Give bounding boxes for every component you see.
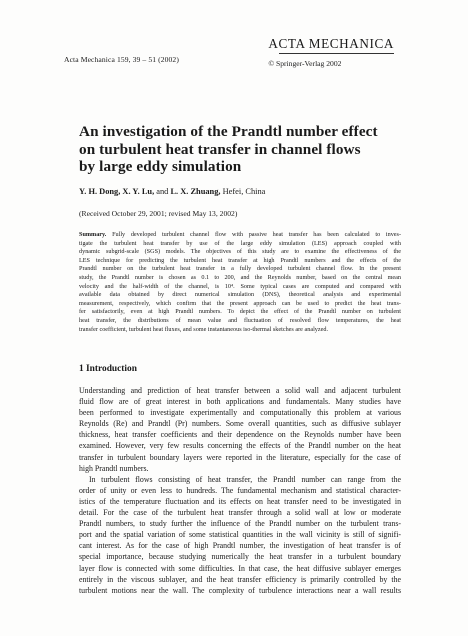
body-line: Prandtl numbers, to study further the influence of the Prandtl number on the turbulent trans-: [79, 519, 401, 529]
body-line: In turbulent flows consisting of heat transfer, the Prandtl number can range from the: [89, 474, 401, 484]
author-and: and: [154, 187, 171, 196]
body-line: istics of the temperature fluctuation and its effects on heat transfer need to be investigated in: [79, 496, 401, 506]
body-line: thickness, heat transfer coefficients and their dependence on the Reynolds number have been: [79, 430, 401, 440]
authors: [79, 187, 265, 196]
title-line: An investigation of the Prandtl number effect: [79, 123, 378, 140]
title-line: by large eddy simulation: [79, 158, 242, 175]
copyright: © Springer-Verlag 2002: [268, 59, 342, 68]
section-heading: 1 Introduction: [79, 364, 137, 374]
summary-line: transfer coefficient, turbulent heat fluxes, and some instantaneous iso-thermal sketches are analyzed.: [79, 325, 329, 333]
summary-line: measurement, respectively, which confirm that the present approach can be used to predict the heat trans-: [79, 299, 401, 307]
summary-text: Fully developed turbulent channel flow with passive heat transfer has been calculated to inves-: [112, 231, 402, 238]
body-line: transfer in turbulent boundary layers were reported in the literature, especially for the case of: [79, 452, 401, 462]
body-line: special importance, because studying numerically the heat transfer in a turbulent boundary: [79, 552, 401, 562]
body-line: fluid flow are of great interest in both applications and fundamentals. Many studies have: [79, 397, 401, 407]
summary-line: fer satisfactorily, even at high Prandtl numbers. To depict the effect of the Prandtl number on turbulent: [79, 308, 401, 316]
summary-line: study, the Prandtl number is chosen as 0.1 to 200, and the Reynolds number, based on the central mean: [79, 273, 401, 281]
body-line: Reynolds (Re) and Prandtl (Pr) numbers. Some overall quantities, such as diffusive sublayer: [79, 419, 401, 429]
journal-header: [268, 36, 394, 68]
header-rule: [279, 53, 394, 54]
body-line: turbulent motions near the wall. The complexity of turbulence interactions near a wall results: [79, 585, 401, 595]
body-line: layer flow is connected with some difficulties. In that case, the heat diffusive sublayer emerges: [79, 563, 401, 573]
summary-label: Summary.: [79, 231, 107, 238]
summary-line: tigate the turbulent heat transfer by use of the large eddy simulation (LES) approach coupled with: [79, 239, 401, 247]
author-names: Y. H. Dong, X. Y. Lu,: [79, 187, 155, 196]
body-line: Understanding and prediction of heat transfer between a solid wall and adjacent turbulent: [79, 386, 401, 395]
summary-line: dynamic subgrid-scale (SGS) models. The objectives of this study are to examine the effectiveness of the: [79, 248, 401, 256]
citation: Acta Mechanica 159, 39 – 51 (2002): [64, 55, 179, 64]
journal-name: ACTA MECHANICA: [268, 36, 394, 51]
body-text: [79, 385, 401, 596]
body-line: cant interest. As for the case of high Prandtl number, the investigation of heat transfer is of: [79, 541, 401, 551]
body-line: order of unity or even less to hundreds. The fundamental mechanism and statistical character-: [79, 485, 401, 495]
summary-line: [79, 231, 401, 240]
body-line: been performed to investigate experimentally and computationally this problem at various: [79, 408, 401, 418]
received-date: (Received October 29, 2001; revised May 13, 2002): [79, 209, 238, 218]
body-line: entirely in the viscous sublayer, and the heat transfer efficiency is primarily controlled by the: [79, 574, 401, 584]
affiliation: Hefei, China: [220, 187, 266, 196]
body-line: detail. For the case of the turbulent heat transfer through a solid wall at low or moderate: [79, 508, 401, 518]
summary-line: available data obtained by direct numerical simulation (DNS), theoretical analysis and experimental: [79, 291, 401, 299]
body-line: examined. However, very few results concerning the effects of the Prandtl number on the heat: [79, 441, 401, 451]
summary-line: LES technique for predicting the turbulent heat transfer at high Prandtl numbers and the effects of the: [79, 256, 401, 264]
body-line: port and the spatial variation of some statistical quantities in the wall vicinity is still of signifi-: [79, 530, 401, 540]
summary-line: velocity and the half-width of the channel, is 10⁴. Some typical cases are computed and compared with: [79, 282, 401, 290]
summary-line: heat transfer, the distributions of mean value and fluctuation of resolved flow temperatures, the heat: [79, 316, 401, 324]
author-last: L. X. Zhuang,: [170, 187, 221, 196]
title-line: on turbulent heat transfer in channel flows: [79, 140, 361, 158]
summary-line: Prandtl number on the turbulent heat transfer in a fully developed turbulent channel flow. In the present: [79, 265, 401, 273]
body-line: high Prandtl numbers.: [79, 463, 149, 473]
summary: [79, 231, 401, 334]
paper-title: [79, 123, 399, 176]
